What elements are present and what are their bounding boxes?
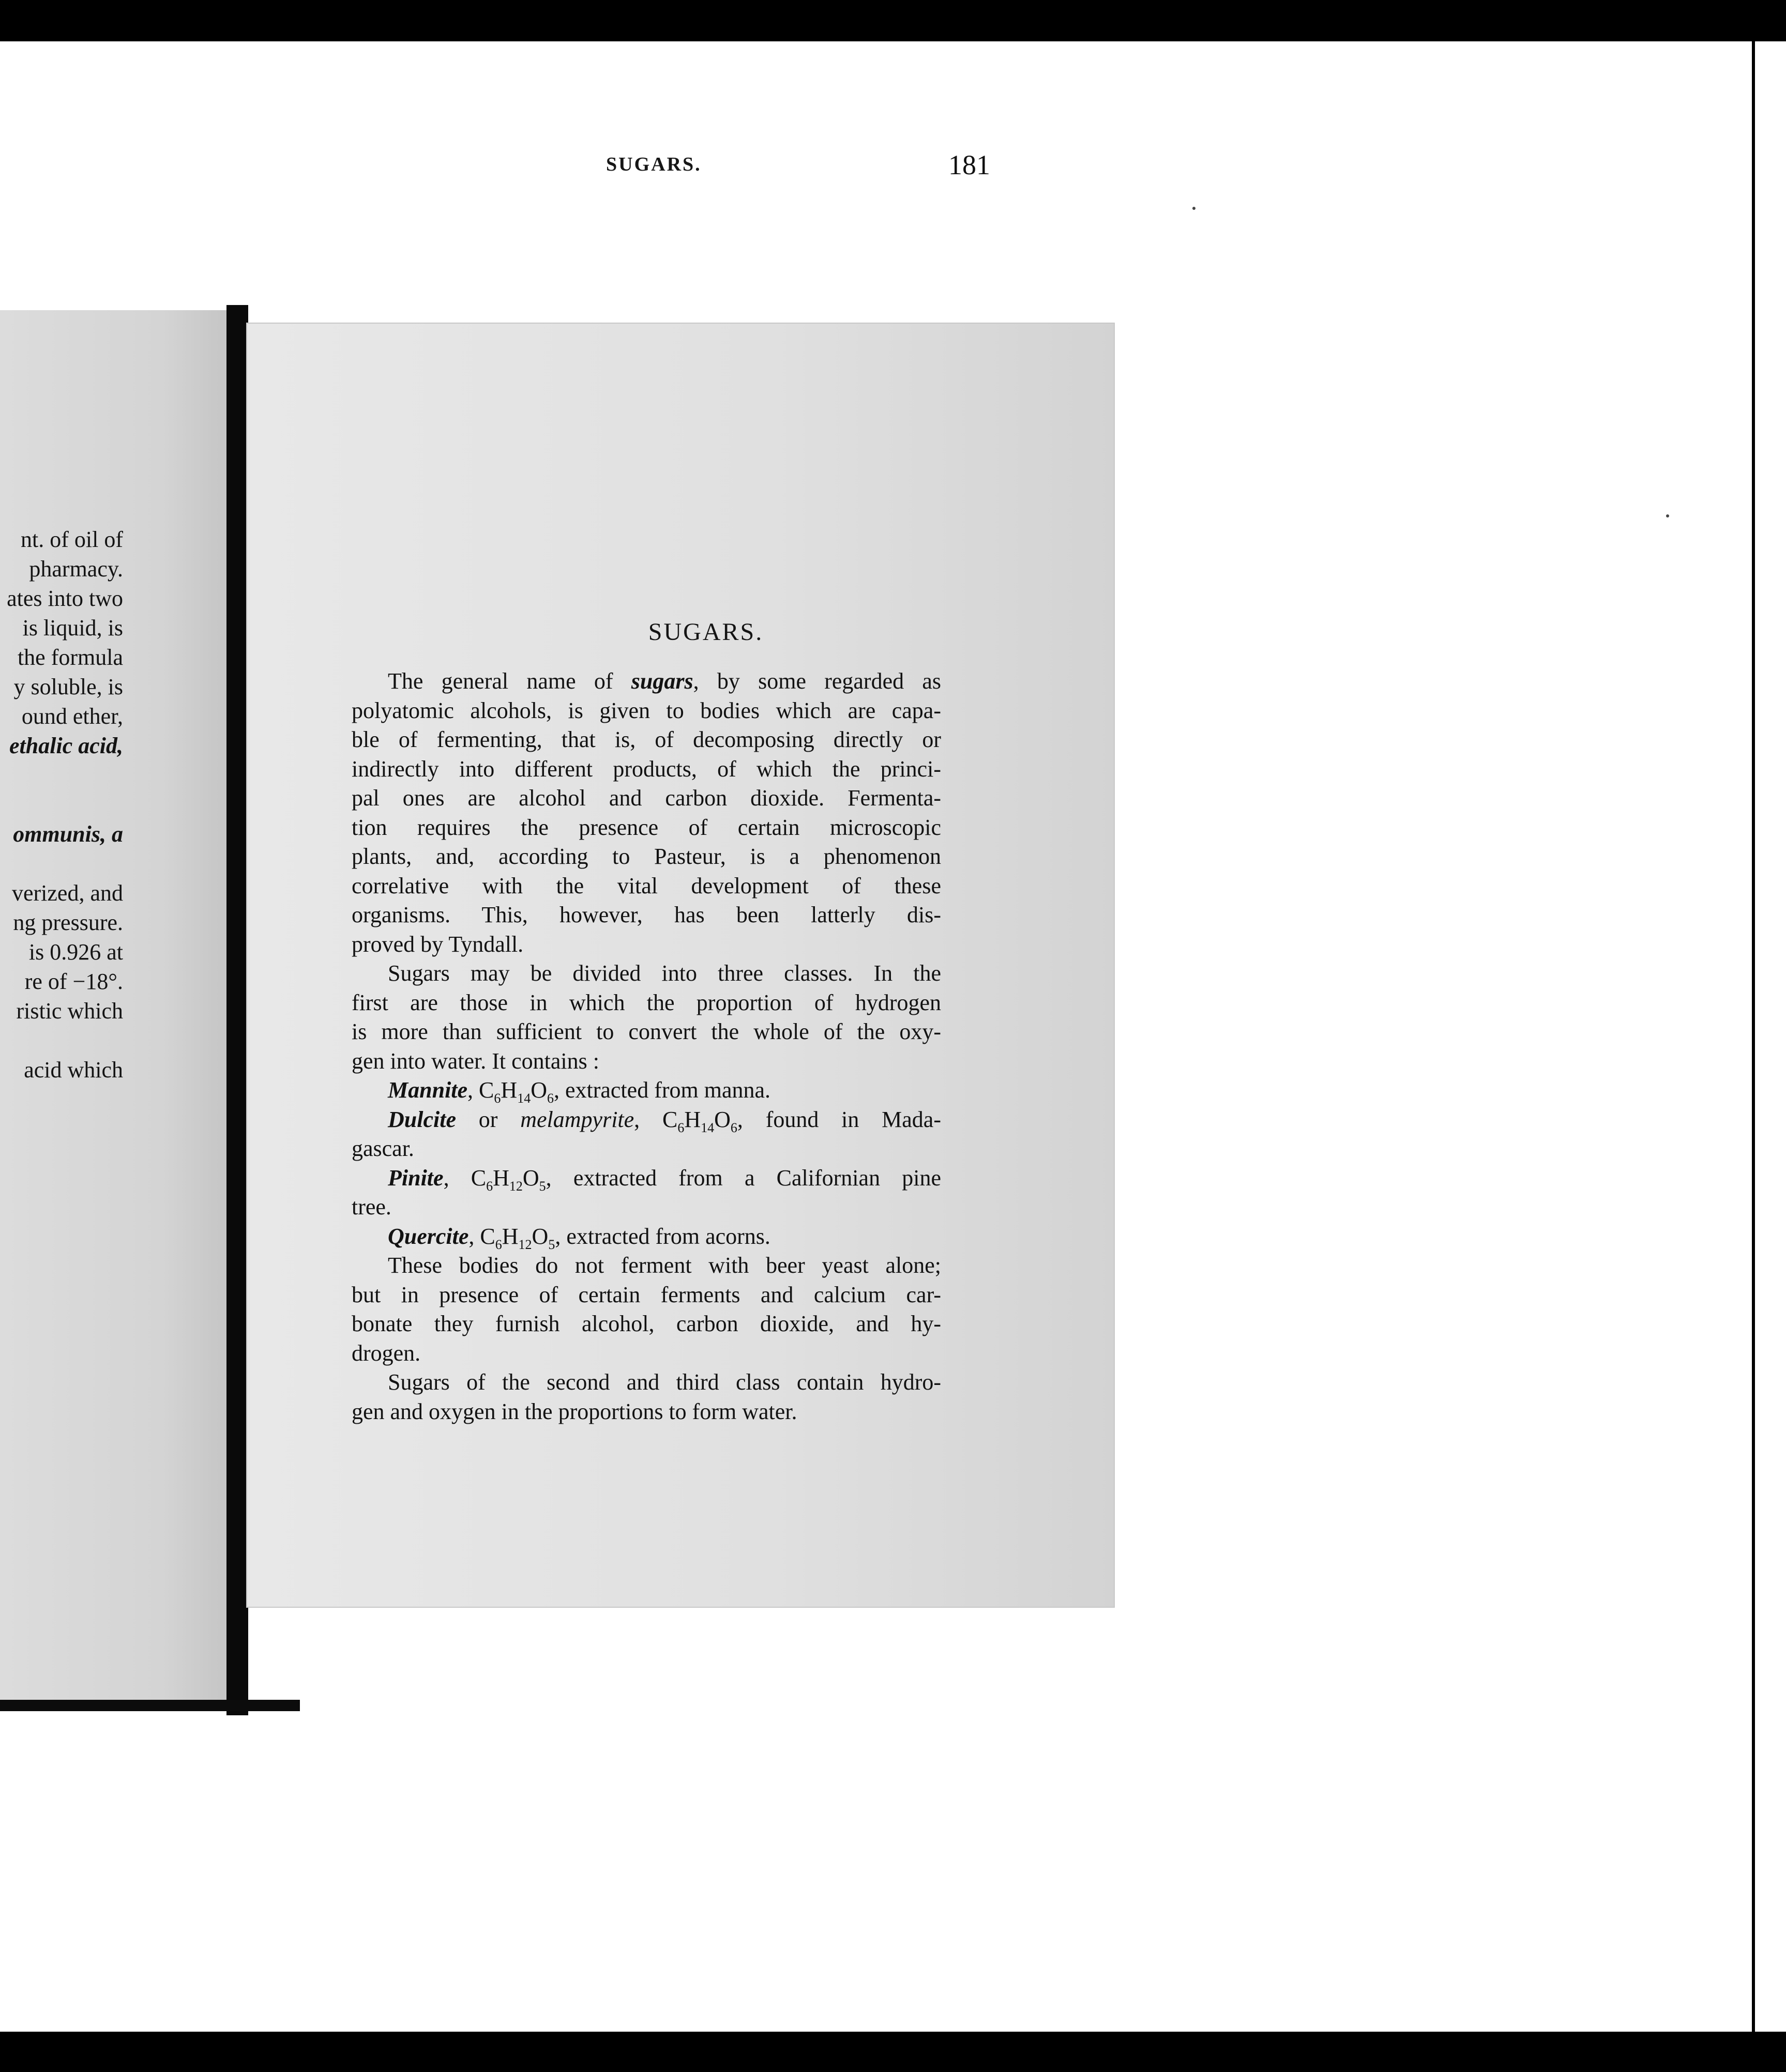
text-line: tree. bbox=[352, 1194, 391, 1220]
formula-subscript: 12 bbox=[518, 1237, 532, 1252]
formula-part: H bbox=[501, 1077, 518, 1103]
text-line: ble of fermenting, that is, of decomposing directly or bbox=[352, 727, 941, 752]
scan-edge-rule bbox=[1752, 41, 1755, 2032]
formula-subscript: 6 bbox=[677, 1120, 685, 1135]
text-run: , extracted from acorns. bbox=[555, 1223, 770, 1249]
formula-part: H bbox=[493, 1165, 509, 1191]
italic-term: Dulcite bbox=[388, 1106, 456, 1132]
book-spine-shadow bbox=[226, 305, 248, 1715]
previous-page-line: pharmacy. bbox=[29, 556, 123, 582]
text-line: plants, and, according to Pasteur, is a phenomenon bbox=[352, 844, 941, 869]
previous-page-line: acid which bbox=[24, 1057, 123, 1083]
previous-page-line: ethalic acid, bbox=[9, 733, 123, 758]
text-line: but in presence of certain ferments and calcium car- bbox=[352, 1282, 941, 1307]
text-run: , extracted from manna. bbox=[553, 1077, 770, 1103]
text-run: , by some regarded as bbox=[693, 668, 942, 694]
text-line bbox=[352, 667, 941, 696]
previous-page-line: the formula bbox=[17, 645, 123, 670]
formula-part: O bbox=[522, 1165, 539, 1191]
text-line: proved by Tyndall. bbox=[352, 931, 524, 957]
sugar-entry-mannite: Mannite, $C_6H_{14}O_6$, extracted from manna. bbox=[388, 1077, 770, 1106]
previous-page-line: ommunis, a bbox=[13, 821, 123, 847]
formula-subscript: 6 bbox=[494, 1090, 501, 1106]
text-line: tion requires the presence of certain microscopic bbox=[352, 814, 941, 840]
formula-subscript: 5 bbox=[539, 1178, 546, 1194]
formula-subscript: 12 bbox=[509, 1178, 523, 1194]
sugar-entry-quercite: Quercite, $C_6H_{12}O_5$, extracted from acorns. bbox=[388, 1223, 770, 1252]
previous-page-line: is 0.926 at bbox=[28, 939, 123, 965]
formula-part: O bbox=[531, 1077, 547, 1103]
formula-subscript: 14 bbox=[701, 1120, 715, 1135]
text-run: , extracted from a Californian pine bbox=[546, 1165, 941, 1191]
previous-page-line: is liquid, is bbox=[22, 615, 123, 641]
text-line: pal ones are alcohol and carbon dioxide. Fermenta- bbox=[352, 785, 941, 811]
text-line: Sugars may be divided into three classes. In the bbox=[388, 961, 941, 986]
previous-page-line bbox=[0, 1026, 123, 1055]
formula-part: H bbox=[502, 1223, 519, 1249]
formula-subscript: 5 bbox=[548, 1237, 555, 1252]
formula-subscript: 6 bbox=[547, 1090, 554, 1106]
previous-page-line: verized, and bbox=[12, 880, 123, 906]
previous-page-line: re of −18°. bbox=[24, 969, 123, 994]
previous-page-line: y soluble, is bbox=[13, 674, 123, 699]
text-run: The general name of bbox=[388, 668, 631, 694]
text-line: polyatomic alcohols, is given to bodies which are capa- bbox=[352, 697, 941, 723]
text-line: first are those in which the proportion of hydrogen bbox=[352, 989, 941, 1015]
formula-subscript: 6 bbox=[495, 1237, 502, 1252]
page-bottom-edge bbox=[0, 1700, 300, 1711]
previous-page-line: ound ether, bbox=[21, 704, 123, 729]
scan-right-margin bbox=[1753, 41, 1786, 2032]
previous-page-text bbox=[0, 525, 123, 1085]
formula-part: O bbox=[532, 1223, 549, 1249]
text-line: bonate they furnish alcohol, carbon dioxide, and hy- bbox=[352, 1311, 941, 1336]
text-line: gen into water. It contains : bbox=[352, 1048, 599, 1074]
scan-speck bbox=[1192, 207, 1195, 210]
formula-subscript: 14 bbox=[517, 1090, 531, 1106]
formula-subscript: 6 bbox=[730, 1120, 737, 1135]
previous-page-line: ates into two bbox=[7, 586, 123, 611]
italic-term: Pinite bbox=[388, 1165, 444, 1191]
text-line: organisms. This, however, has been latterly dis- bbox=[352, 902, 941, 927]
previous-page-line: nt. of oil of bbox=[21, 527, 123, 552]
text-line: gascar. bbox=[352, 1136, 414, 1161]
sugar-entry-pinite: Pinite, $C_6H_{12}O_5$, extracted from a Californian pine bbox=[388, 1165, 941, 1194]
formula-part: C bbox=[662, 1106, 678, 1132]
running-title: SUGARS. bbox=[606, 154, 702, 175]
text-run: , found in Mada- bbox=[737, 1106, 941, 1132]
italic-term: sugars bbox=[631, 668, 693, 694]
sugar-entry-dulcite: Dulcite or melampyrite, $C_6H_{14}O_6$, found in Mada- bbox=[388, 1106, 941, 1135]
text-line: is more than sufficient to convert the whole of the oxy- bbox=[352, 1019, 941, 1044]
text-line: These bodies do not ferment with beer yeast alone; bbox=[388, 1253, 941, 1278]
previous-page-line: ng pressure. bbox=[13, 910, 123, 935]
italic-term: Quercite bbox=[388, 1223, 469, 1249]
formula-part: O bbox=[714, 1106, 731, 1132]
formula-part: H bbox=[684, 1106, 701, 1132]
running-head bbox=[359, 149, 990, 185]
formula-part: C bbox=[479, 1077, 494, 1103]
previous-page-line bbox=[0, 790, 123, 819]
scan-speck bbox=[1666, 514, 1669, 517]
previous-page-line bbox=[0, 760, 123, 790]
page-body bbox=[352, 667, 941, 1426]
text-line: indirectly into different products, of which the princi- bbox=[352, 756, 941, 782]
previous-page-line bbox=[0, 849, 123, 878]
text-line: Sugars of the second and third class contain hydro- bbox=[388, 1369, 941, 1395]
italic-term: Mannite bbox=[388, 1077, 468, 1103]
formula-part: C bbox=[480, 1223, 495, 1249]
text-line: drogen. bbox=[352, 1340, 421, 1366]
text-line: correlative with the vital development of these bbox=[352, 873, 941, 898]
formula-subscript: 6 bbox=[486, 1178, 493, 1194]
chapter-title: SUGARS. bbox=[648, 618, 764, 646]
formula-part: C bbox=[471, 1165, 487, 1191]
previous-page bbox=[0, 310, 232, 1710]
previous-page-line: ristic which bbox=[16, 998, 123, 1024]
italic-term: melampyrite bbox=[520, 1106, 634, 1132]
page-number: 181 bbox=[948, 149, 990, 180]
text-line: gen and oxygen in the proportions to form water. bbox=[352, 1398, 797, 1424]
text-run: or bbox=[456, 1106, 521, 1132]
